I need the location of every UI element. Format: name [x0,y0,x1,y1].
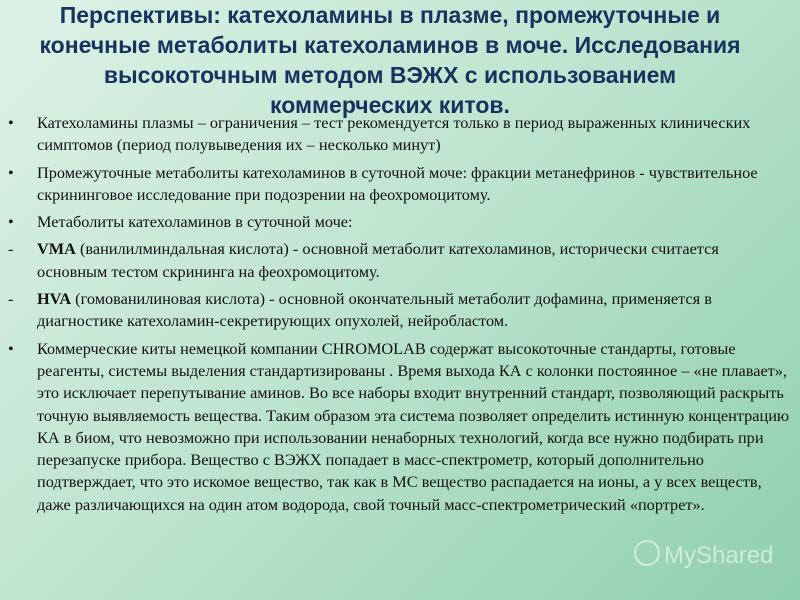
vma-term: VMA [37,239,76,259]
slide-title: Перспективы: катехоламины в плазме, промежуточные и конечные метаболиты катехоламинов в моче. Исследования высокоточным методом ВЭЖХ с использованием коммерческих китов. [39,2,741,118]
list-item-text: Катехоламины плазмы – ограничения – тест рекомендуется только в период выраженных клинических симптомов (период полувыведения их – несколько минут) [37,113,751,155]
bullet-marker: • [8,162,14,182]
dash-marker: - [8,239,14,259]
list-item-text: (гомованилиновая кислота) - основной окончательный метаболит дофамина, применяется в диагностике катехоламин-секретирующих опухолей, нейробластом. [37,289,712,331]
bullet-marker: • [8,212,14,232]
list-item [4,211,790,233]
dash-marker: - [8,289,14,309]
list-item [4,288,790,333]
watermark-logo-icon [634,540,660,566]
list-item-text: Коммерческие киты немецкой компании CHROMOLAB содержат высокоточные стандарты, готовые реагенты, системы выделения стандартизированы . Время выхода КА с колонки постоянное – «не плавает», это исключает перепутывание аминов. Во все наборы входит внутренний стандарт, позволяющий раскрыть точную выявляемость вещества. Таким образом эта система позволяет определить истинную концентрацию КА в биом, что невозможно при использовании ненаборных технологий, когда все нужно подбирать при перезапуске прибора. Вещество с ВЭЖХ попадает в масс-спектрометр, который дополнительно подтверждает, что это искомое вещество, так как в МС вещество распадается на ионы, а у всех веществ, даже различающихся на один атом водорода, свой точный масс-спектрометрический «портрет». [37,338,790,514]
slide-content [4,112,790,521]
watermark-text: MyShared [664,542,774,569]
list-item-text: Метаболиты катехоламинов в суточной моче: [37,212,353,232]
list-item [4,162,790,207]
list-item [4,238,790,283]
bullet-marker: • [8,338,14,358]
list-item-text: Промежуточные метаболиты катехоламинов в суточной моче: фракции метанефринов - чувствительное скрининговое исследование при подозрении на феохромоцитому. [37,162,758,204]
list-item-text: (ванилилминдальная кислота) - основной метаболит катехоламинов, исторически считается основным тестом скрининга на феохромоцитому. [37,239,719,281]
bullet-marker: • [8,113,14,132]
watermark [634,540,773,570]
list-item [4,112,790,157]
list-item [4,338,790,516]
hva-term: HVA [37,289,72,309]
